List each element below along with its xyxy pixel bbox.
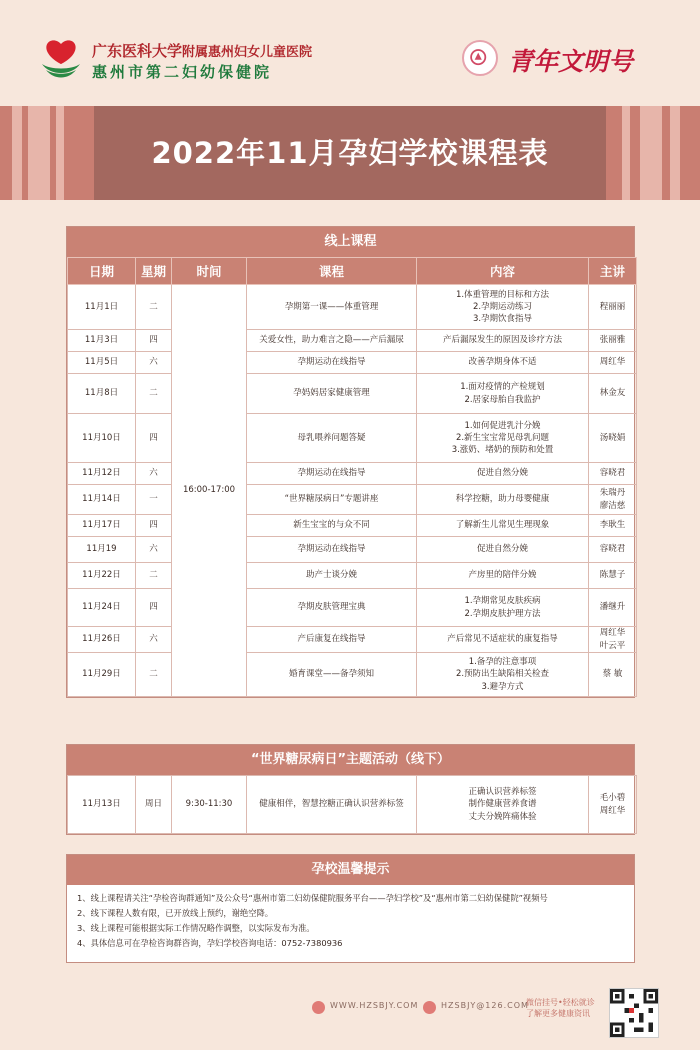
table-row [68, 352, 637, 374]
content-line: 2.预防出生缺陷相关检查 [455, 669, 550, 680]
hospital-name-line1 [92, 40, 312, 61]
table-row [68, 627, 637, 653]
course-cell: 婚育课堂——备孕须知 [247, 653, 417, 697]
course-cell: 孕期运动在线指导 [247, 463, 417, 485]
table-row [68, 414, 637, 463]
date-cell: 11月22日 [68, 563, 136, 589]
content-line: 了解新生儿常见生理现象 [455, 520, 550, 531]
online-section-title: 线上课程 [67, 227, 634, 257]
weekday-cell: 周日 [136, 776, 172, 834]
weekday-cell: 二 [136, 653, 172, 697]
table-row [68, 485, 637, 515]
online-course-table [66, 226, 635, 698]
table-row [68, 330, 637, 352]
date-cell: 11月13日 [68, 776, 136, 834]
course-cell: 孕期运动在线指导 [247, 352, 417, 374]
speaker-name: 陈慧子 [599, 570, 626, 581]
content-line: 3.孕期饮食指导 [472, 314, 533, 325]
speaker-name: 林金友 [599, 388, 626, 399]
column-header-time: 时间 [172, 258, 247, 285]
table-row [68, 563, 637, 589]
hospital-name-line2: 惠州市第二妇幼保健院 [92, 63, 273, 81]
youth-logo-text: 青年文明号 [508, 47, 634, 76]
course-cell: 健康相伴，智慧控糖正确认识营养标签 [247, 776, 417, 834]
weekday-cell: 四 [136, 589, 172, 627]
footer [0, 980, 700, 1050]
weekday-cell: 四 [136, 330, 172, 352]
speaker-name: 汤晓娟 [599, 432, 626, 443]
content-cell [417, 352, 589, 374]
footer-note [526, 997, 595, 1019]
title-banner [0, 106, 700, 200]
speaker-name: 李耿生 [599, 520, 626, 531]
content-cell [417, 563, 589, 589]
website-link[interactable]: WWW.HZSBJY.COM [330, 1001, 419, 1010]
course-cell: “世界糖尿病日”专题讲座 [247, 485, 417, 515]
hospital-name: 附属惠州妇女儿童医院 [182, 45, 313, 60]
course-cell: 孕期第一课——体重管理 [247, 285, 417, 330]
university-name: 广东医科大学 [92, 42, 183, 60]
content-cell [417, 515, 589, 537]
speaker-cell [589, 537, 637, 563]
table-row [68, 285, 637, 330]
date-cell: 11月8日 [68, 374, 136, 414]
speaker-cell [589, 414, 637, 463]
course-cell: 孕期皮肤管理宝典 [247, 589, 417, 627]
speaker-cell [589, 330, 637, 352]
table-row [68, 653, 637, 697]
content-line: 3.涨奶、堵奶的预防和处置 [451, 445, 554, 456]
hospital-logo-icon [38, 36, 84, 82]
globe-icon [312, 1001, 325, 1014]
weekday-cell: 二 [136, 563, 172, 589]
speaker-name: 廖洁慈 [599, 500, 626, 511]
content-line: 1.如何促进乳汁分娩 [464, 420, 541, 431]
content-line: 2.居家母胎自我监护 [464, 394, 541, 405]
speaker-cell [589, 627, 637, 653]
footer-note-line2: 了解更多健康资讯 [526, 1009, 590, 1018]
table-row [68, 463, 637, 485]
content-line: 科学控糖，助力母婴健康 [455, 494, 550, 505]
weekday-cell: 四 [136, 515, 172, 537]
date-cell: 11月5日 [68, 352, 136, 374]
speaker-cell [589, 485, 637, 515]
date-cell: 11月1日 [68, 285, 136, 330]
content-cell [417, 776, 589, 834]
speaker-cell [589, 515, 637, 537]
date-cell: 11月10日 [68, 414, 136, 463]
table-row [68, 537, 637, 563]
weekday-cell: 一 [136, 485, 172, 515]
course-cell: 产后康复在线指导 [247, 627, 417, 653]
table-row [68, 515, 637, 537]
weekday-cell: 二 [136, 374, 172, 414]
speaker-name: 周红华 [599, 628, 626, 639]
weekday-cell: 六 [136, 352, 172, 374]
weekday-cell: 六 [136, 627, 172, 653]
speaker-cell [589, 563, 637, 589]
speaker-cell [589, 653, 637, 697]
weekday-cell: 四 [136, 414, 172, 463]
header [0, 0, 700, 100]
speaker-name: 张丽雅 [599, 335, 626, 346]
content-line: 产后常见不适症状的康复指导 [447, 634, 558, 645]
youth-civilization-badge-icon [462, 40, 498, 76]
offline-section-title: “世界糖尿病日”主题活动（线下） [67, 745, 634, 775]
tip-item: 2、线下课程人数有限，已开放线上预约，谢绝空降。 [77, 908, 274, 918]
tips-panel [66, 854, 635, 963]
content-line: 2.孕期皮肤护理方法 [464, 608, 541, 619]
content-line: 产房里的陪伴分娩 [468, 570, 537, 581]
column-header-weekday: 星期 [136, 258, 172, 285]
content-line: 促进自然分娩 [476, 544, 528, 555]
course-cell: 关爱女性，助力难言之隐——产后漏尿 [247, 330, 417, 352]
content-line: 1.体重管理的目标和方法 [455, 289, 550, 300]
column-header-content: 内容 [417, 258, 589, 285]
tip-item: 3、线上课程可能根据实际工作情况略作调整，以实际发布为准。 [77, 923, 315, 933]
date-cell: 11月17日 [68, 515, 136, 537]
content-cell [417, 330, 589, 352]
content-line: 制作健康营养食谱 [468, 799, 537, 810]
speaker-name: 叶云平 [599, 640, 626, 651]
speaker-name: 潘继升 [599, 602, 626, 613]
content-line: 促进自然分娩 [476, 468, 528, 479]
date-cell: 11月19 [68, 537, 136, 563]
content-cell [417, 463, 589, 485]
column-header-date: 日期 [68, 258, 136, 285]
email-link[interactable]: HZSBJY@126.COM [441, 1001, 529, 1010]
time-cell: 9:30-11:30 [172, 776, 247, 834]
speaker-cell [589, 352, 637, 374]
date-cell: 11月29日 [68, 653, 136, 697]
content-cell [417, 374, 589, 414]
content-line: 改善孕期身体不适 [468, 357, 537, 368]
weekday-cell: 六 [136, 463, 172, 485]
content-cell [417, 285, 589, 330]
content-cell [417, 589, 589, 627]
footer-note-line1: 微信挂号•轻松就诊 [526, 998, 595, 1007]
time-cell: 16:00-17:00 [172, 285, 247, 697]
date-cell: 11月3日 [68, 330, 136, 352]
content-line: 2.新生宝宝常见母乳问题 [455, 432, 550, 443]
weekday-cell: 二 [136, 285, 172, 330]
content-line: 2.孕期运动练习 [472, 301, 533, 312]
speaker-name: 周红华 [599, 805, 626, 816]
table-row [68, 776, 637, 834]
speaker-cell [589, 374, 637, 414]
content-cell [417, 485, 589, 515]
content-line: 正确认识营养标签 [468, 787, 537, 798]
offline-activity-table [66, 744, 635, 835]
course-cell: 母乳喂养问题答疑 [247, 414, 417, 463]
content-cell [417, 537, 589, 563]
speaker-name: 容晓君 [599, 544, 626, 555]
course-cell: 孕妈妈居家健康管理 [247, 374, 417, 414]
tips-title: 孕校温馨提示 [67, 855, 634, 885]
table-row [68, 374, 637, 414]
content-cell [417, 653, 589, 697]
speaker-name: 蔡 敏 [602, 669, 623, 680]
tip-item: 1、线上课程请关注“孕检咨询群通知”及公众号“惠州市第二妇幼保健院服务平台——孕妇学校”及“惠州市第二妇幼保健院”视频号 [77, 893, 548, 903]
content-cell [417, 414, 589, 463]
speaker-name: 容晓君 [599, 468, 626, 479]
online-table-header [68, 258, 637, 285]
content-line: 1.备孕的注意事项 [468, 657, 537, 668]
speaker-cell [589, 285, 637, 330]
weekday-cell: 六 [136, 537, 172, 563]
content-line: 1.孕期常见皮肤疾病 [464, 596, 541, 607]
course-cell: 助产士谈分娩 [247, 563, 417, 589]
mail-icon [423, 1001, 436, 1014]
column-header-speaker: 主讲 [589, 258, 637, 285]
column-header-course: 课程 [247, 258, 417, 285]
speaker-name: 程丽丽 [599, 301, 626, 312]
date-cell: 11月24日 [68, 589, 136, 627]
date-cell: 11月14日 [68, 485, 136, 515]
speaker-cell [589, 589, 637, 627]
speaker-name: 朱瑞丹 [599, 488, 626, 499]
content-line: 3.避孕方式 [481, 681, 524, 692]
content-line: 产后漏尿发生的原因及诊疗方法 [442, 335, 562, 346]
content-cell [417, 627, 589, 653]
speaker-cell [589, 776, 637, 834]
table-row [68, 589, 637, 627]
course-cell: 孕期运动在线指导 [247, 537, 417, 563]
content-line: 丈夫分娩阵痛体验 [468, 811, 537, 822]
speaker-name: 毛小碧 [599, 793, 626, 804]
date-cell: 11月26日 [68, 627, 136, 653]
speaker-cell [589, 463, 637, 485]
page-title: 2022年11月孕妇学校课程表 [151, 136, 549, 170]
date-cell: 11月12日 [68, 463, 136, 485]
content-line: 1.面对疫情的产检规划 [460, 382, 545, 393]
course-cell: 新生宝宝的与众不同 [247, 515, 417, 537]
speaker-name: 周红华 [599, 357, 626, 368]
tip-item: 4、具体信息可在孕检咨询群咨询，孕妇学校咨询电话：0752-7380936 [77, 938, 343, 948]
qr-code-icon[interactable] [609, 988, 659, 1038]
